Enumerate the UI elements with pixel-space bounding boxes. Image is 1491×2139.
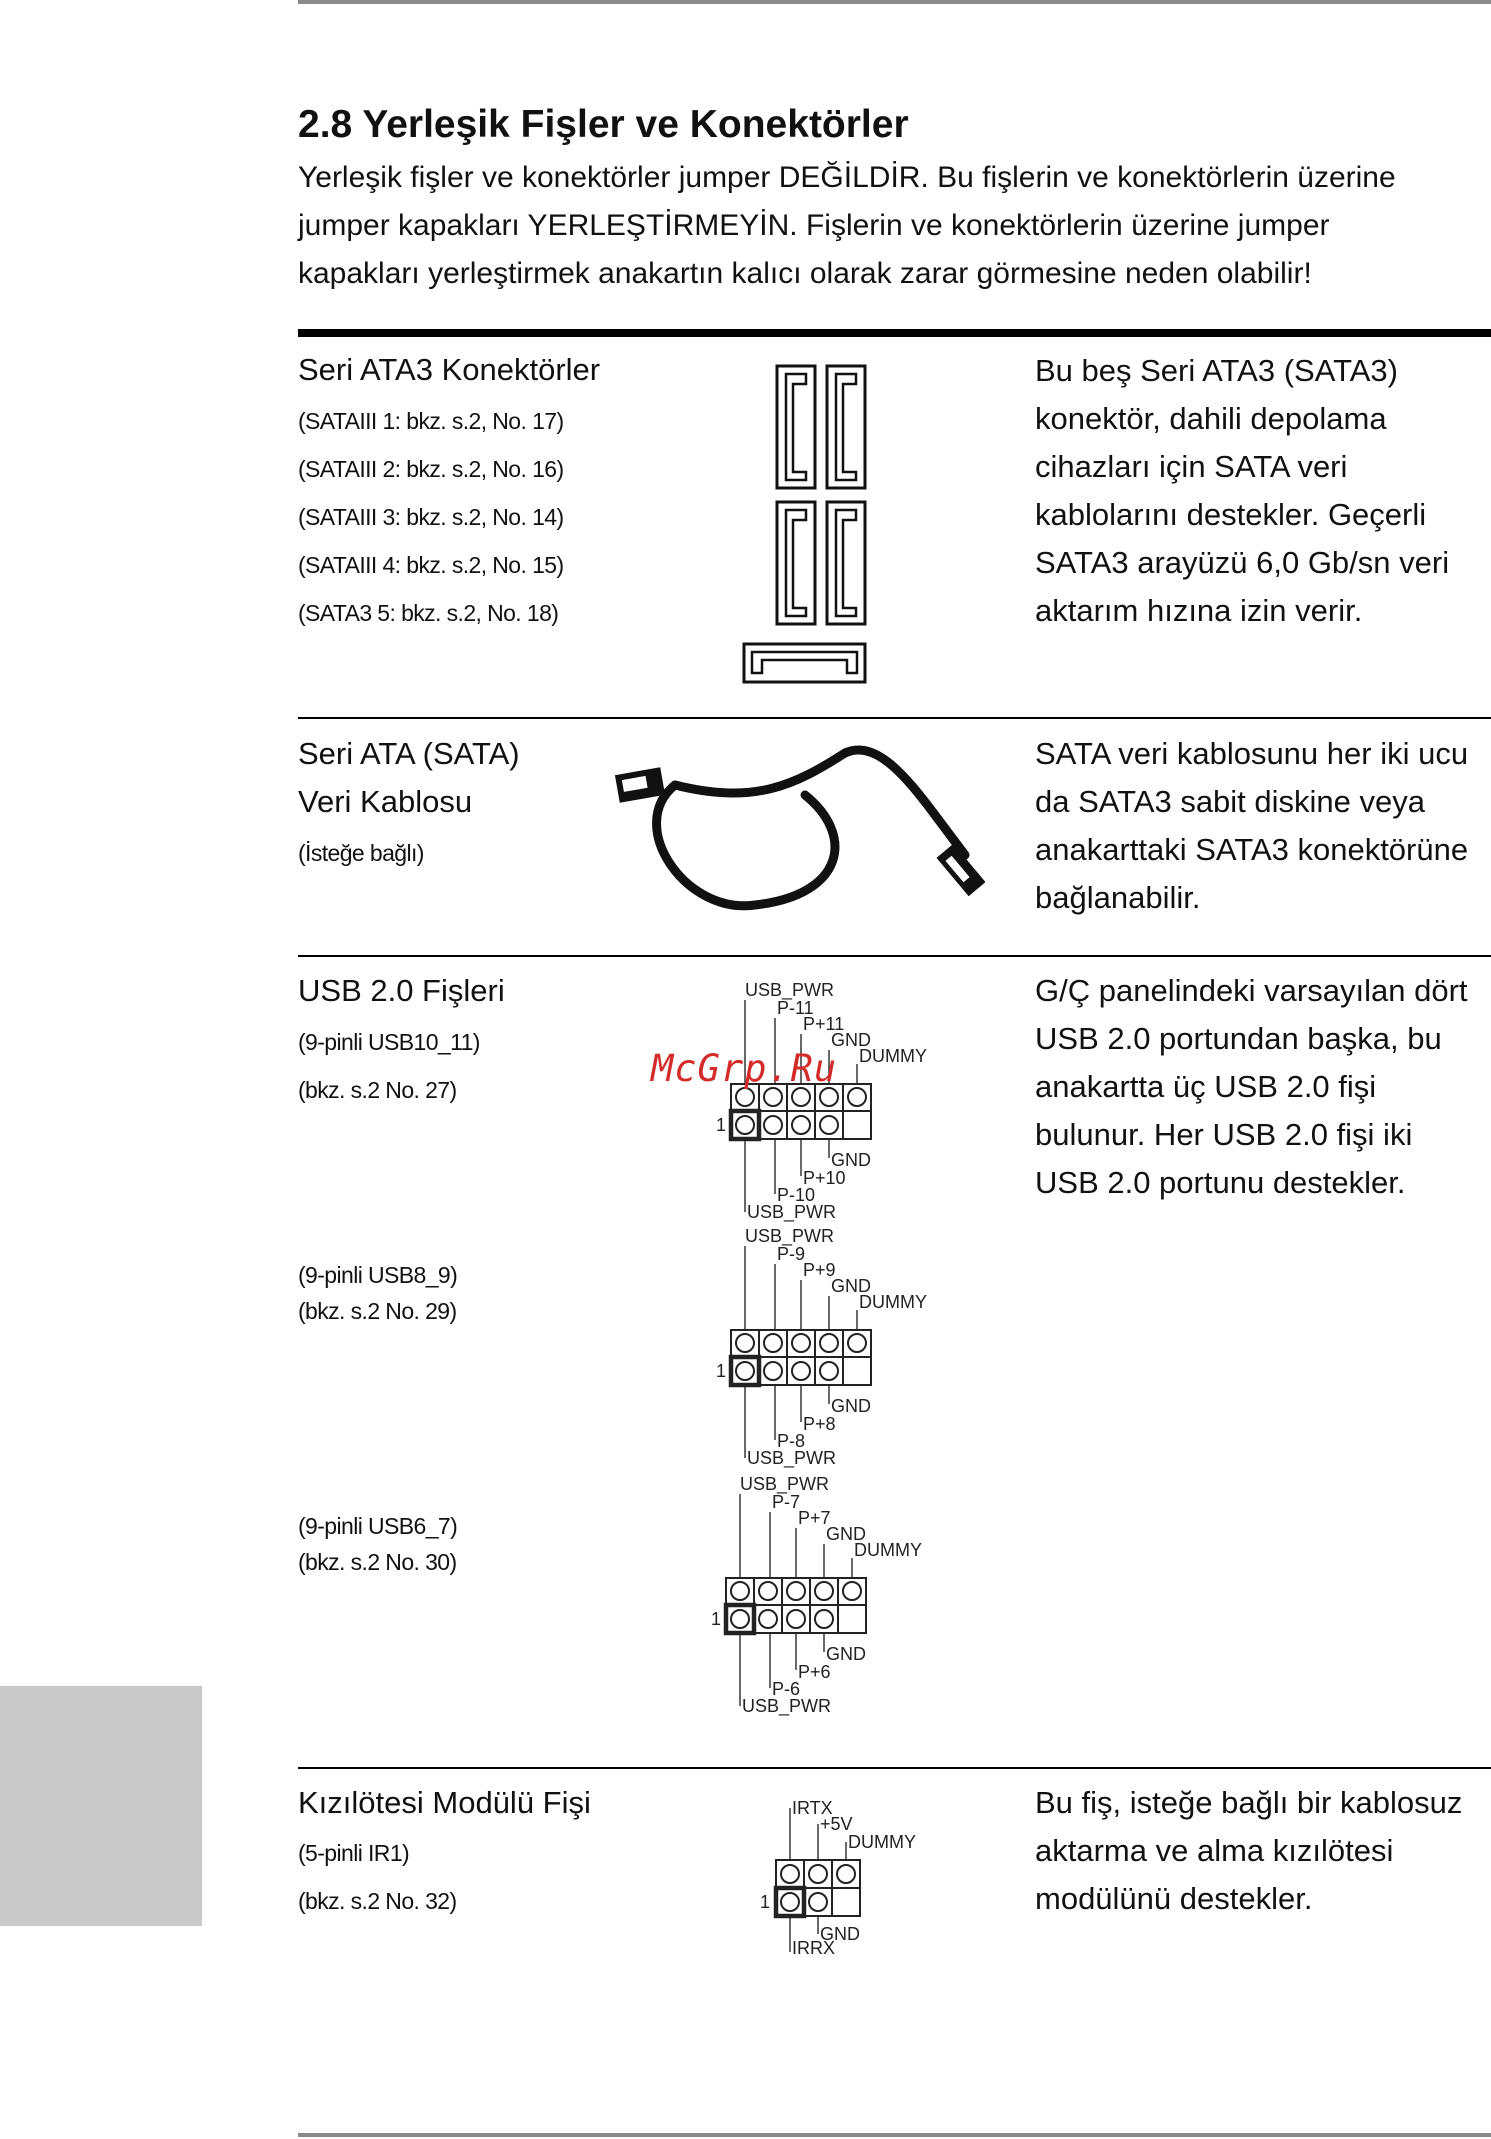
pin-label: GND (831, 1150, 871, 1170)
ir-header-diagram (752, 1796, 932, 1956)
side-tab (0, 1686, 202, 1926)
pin-label: DUMMY (859, 1292, 927, 1312)
pin-label: DUMMY (854, 1540, 922, 1560)
pin-label: GND (831, 1276, 871, 1296)
usb-description (1035, 967, 1491, 1207)
pin-label: USB_PWR (745, 982, 835, 1000)
sata3-ref-4: (SATAIII 4: bkz. s.2, No. 15) (298, 552, 564, 578)
usb-header-1-pins: (9-pinli USB10_11) (298, 1029, 480, 1055)
ir-title: Kızılötesi Modülü Fişi (298, 1785, 591, 1820)
sata-cable-note: (İsteğe bağlı) (298, 840, 424, 866)
sata3-ref-3: (SATAIII 3: bkz. s.2, No. 14) (298, 504, 564, 530)
sata-port-horizontal-icon (744, 644, 865, 682)
desc-line: Bu beş Seri ATA3 (SATA3) (1035, 353, 1398, 388)
section-divider (298, 955, 1491, 957)
pin-label: P+8 (803, 1414, 836, 1434)
pin-label: USB_PWR (742, 1696, 832, 1716)
pin-label: P-8 (777, 1431, 806, 1451)
desc-line: Bu fiş, isteğe bağlı bir kablosuz (1035, 1785, 1463, 1820)
pin-label: USB_PWR (747, 1448, 837, 1468)
pin-label: 1 (716, 1115, 727, 1135)
ir-ref: (bkz. s.2 No. 32) (298, 1888, 457, 1914)
sata3-ref-1: (SATAIII 1: bkz. s.2, No. 17) (298, 408, 564, 434)
desc-line: anakarttaki SATA3 konektörüne (1035, 832, 1469, 867)
usb-header-2-pins: (9-pinli USB8_9) (298, 1262, 458, 1288)
intro-line: jumper kapakları YERLEŞTİRMEYİN. Fişlerin ve konektörlerin üzerine jumper (298, 209, 1330, 242)
pin-label: P-6 (772, 1679, 801, 1699)
sata3-title: Seri ATA3 Konektörler (298, 352, 601, 387)
desc-line: kablolarını destekler. Geçerli (1035, 497, 1427, 532)
pin-label: P-9 (777, 1244, 806, 1264)
pin-label: P+6 (798, 1662, 831, 1682)
usb-header-1-ref: (bkz. s.2 No. 27) (298, 1077, 457, 1103)
desc-line: USB 2.0 portunu destekler. (1035, 1165, 1406, 1200)
sata3-ref-5: (SATA3 5: bkz. s.2, No. 18) (298, 600, 559, 626)
watermark: McGrp.Ru (651, 1047, 838, 1090)
pin-label: P+9 (803, 1260, 836, 1280)
sata-port-icon (827, 366, 865, 488)
section-divider (298, 717, 1491, 719)
desc-line: aktarma ve alma kızılötesi (1035, 1833, 1394, 1868)
desc-line: da SATA3 sabit diskine veya (1035, 784, 1425, 819)
pin-label: GND (826, 1524, 866, 1544)
pin-label: GND (826, 1644, 866, 1664)
pin-label: 1 (711, 1609, 722, 1629)
ir-description (1035, 1779, 1491, 1923)
sata-port-icon (827, 502, 865, 624)
intro-line: kapakları yerleştirmek anakartın kalıcı olarak zarar görmesine neden olabilir! (298, 257, 1312, 290)
pin-label: IRTX (792, 1798, 833, 1818)
pin-label: P-7 (772, 1492, 801, 1512)
intro-line: Yerleşik fişler ve konektörler jumper DEĞİLDİR. Bu fişlerin ve konektörlerin üzerine (298, 161, 1396, 194)
usb-header-2-ref: (bkz. s.2 No. 29) (298, 1298, 457, 1324)
section-heading: 2.8 Yerleşik Fişler ve Konektörler (298, 103, 909, 146)
desc-line: cihazları için SATA veri (1035, 449, 1348, 484)
ir-pins: (5-pinli IR1) (298, 1840, 410, 1866)
pin-label: P-11 (777, 998, 814, 1018)
pin-label: USB_PWR (740, 1476, 830, 1494)
section-divider-thick (298, 329, 1491, 337)
pin-label: GND (831, 1030, 871, 1050)
desc-line: G/Ç panelindeki varsayılan dört (1035, 973, 1468, 1008)
pin-label: 1 (716, 1361, 727, 1381)
sata-cable-title-2: Veri Kablosu (298, 784, 473, 819)
pin-label: GND (831, 1396, 871, 1416)
desc-line: SATA veri kablosunu her iki ucu (1035, 736, 1469, 771)
pin-label: USB_PWR (747, 1202, 837, 1222)
desc-line: modülünü destekler. (1035, 1881, 1313, 1916)
sata-cable-title-1: Seri ATA (SATA) (298, 736, 520, 771)
desc-line: anakartta üç USB 2.0 fişi (1035, 1069, 1377, 1104)
bottom-rule (298, 2133, 1491, 2137)
desc-line: konektör, dahili depolama (1035, 401, 1387, 436)
sata-port-icon (777, 366, 815, 488)
pin-label: IRRX (792, 1938, 836, 1956)
desc-line: bağlanabilir. (1035, 880, 1201, 915)
desc-line: bulunur. Her USB 2.0 fişi iki (1035, 1117, 1413, 1152)
sata-cable-description (1035, 730, 1491, 922)
usb-header-3-diagram (700, 1476, 950, 1716)
usb-header-2-diagram (705, 1228, 955, 1468)
cable-connector-icon (615, 767, 665, 803)
usb-header-1-diagram (705, 982, 955, 1222)
pin-label: +5V (820, 1814, 853, 1834)
desc-line: SATA3 arayüzü 6,0 Gb/sn veri (1035, 545, 1450, 580)
sata3-ref-2: (SATAIII 2: bkz. s.2, No. 16) (298, 456, 564, 482)
pin-label: DUMMY (859, 1046, 927, 1066)
pin-label: GND (820, 1924, 860, 1944)
desc-line: USB 2.0 portundan başka, bu (1035, 1021, 1442, 1056)
desc-line: aktarım hızına izin verir. (1035, 593, 1363, 628)
sata-port-icon (777, 502, 815, 624)
pin-label: P-10 (777, 1185, 816, 1205)
usb-header-3-ref: (bkz. s.2 No. 30) (298, 1549, 457, 1575)
usb-title: USB 2.0 Fişleri (298, 973, 505, 1008)
usb-header-3-pins: (9-pinli USB6_7) (298, 1513, 458, 1539)
sata-connectors-diagram (730, 360, 880, 690)
sata3-description (1035, 347, 1491, 635)
pin-label: P+11 (803, 1014, 845, 1034)
pin-label: P+7 (798, 1508, 831, 1528)
pin-label: USB_PWR (745, 1228, 835, 1246)
pin-label: DUMMY (848, 1832, 916, 1852)
pin-label: P+10 (803, 1168, 846, 1188)
top-rule (298, 0, 1491, 4)
section-divider (298, 1767, 1491, 1769)
intro-paragraph (298, 154, 1478, 298)
sata-cable-image (605, 745, 985, 925)
pin-label: 1 (760, 1892, 771, 1912)
